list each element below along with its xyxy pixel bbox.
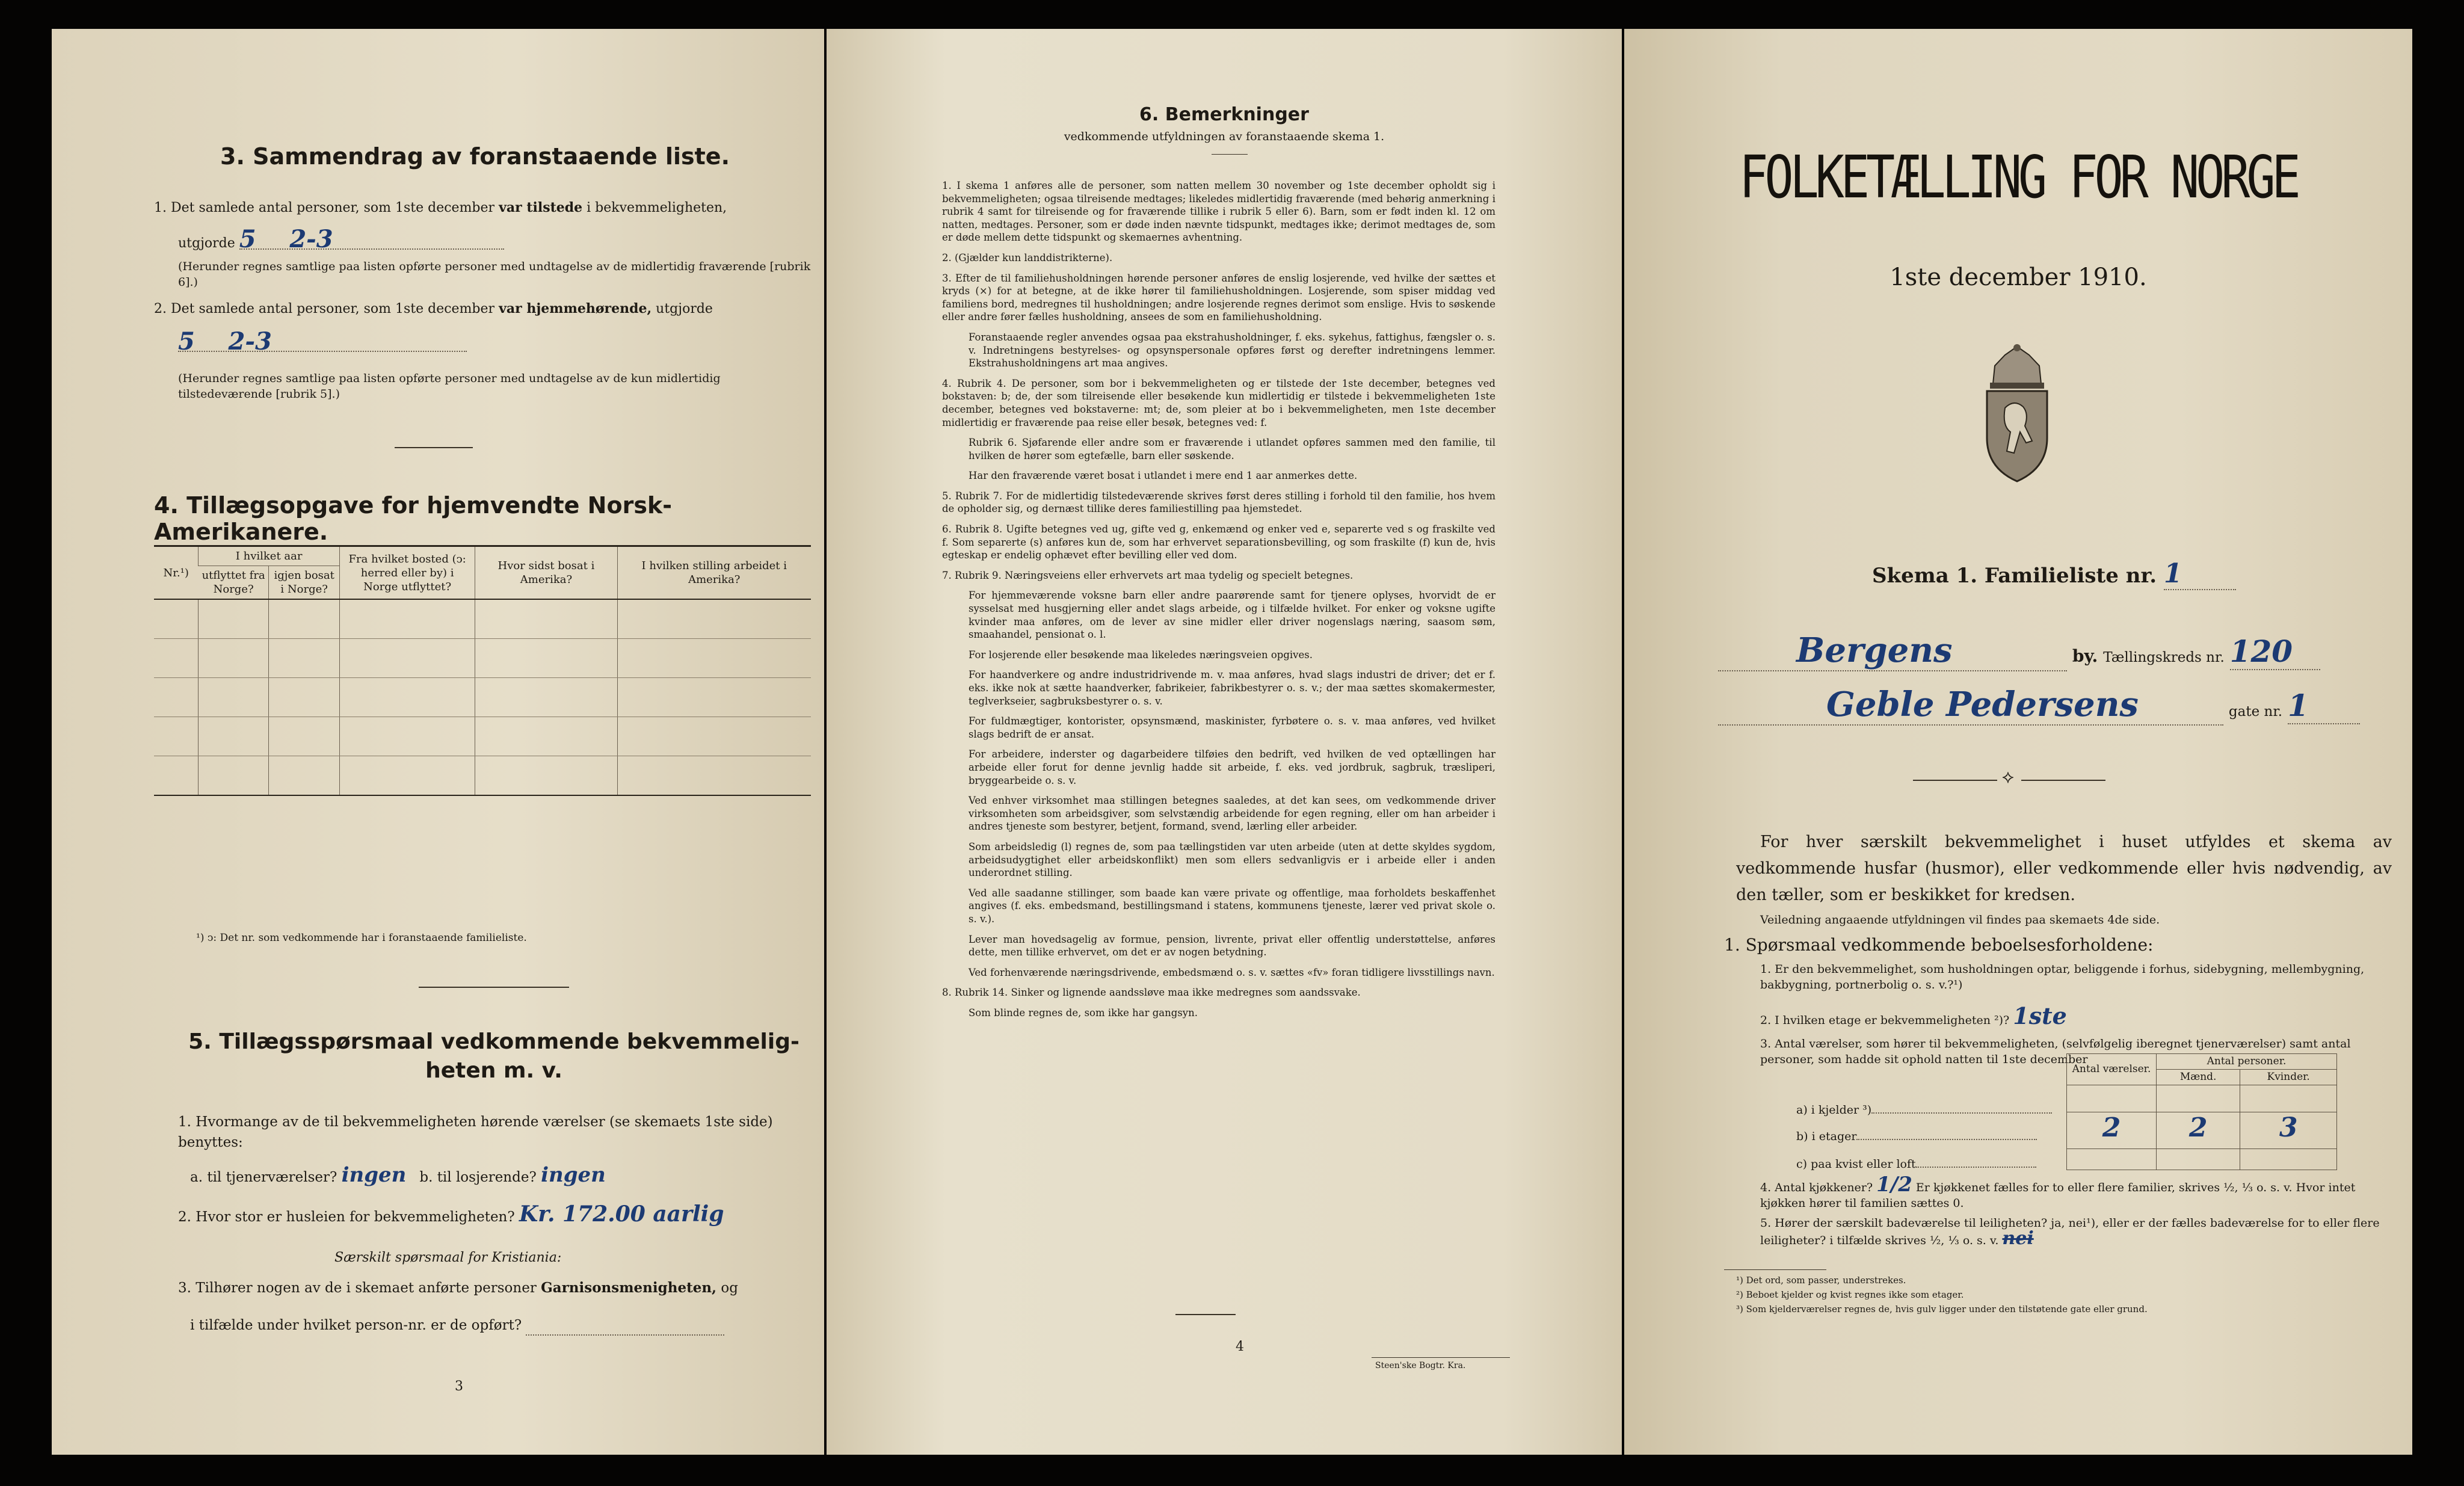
divider [2021,780,2105,781]
col-maend: Mænd. [2157,1070,2240,1085]
col-antal-personer: Antal personer. [2157,1054,2337,1070]
question-4: 4. Antal kjøkkener? 1/2 Er kjøkkenet fælles for to eller flere familier, skrives ½, ⅓ o. s. v. Hvor intet kjøkken hører til familien sættes 0. [1760,1173,2356,1210]
s3-q1-note: (Herunder regnes samtlige paa listen opførte personer med undtagelse av de midlertidig fraværende [rubrik 6].) [178,260,811,289]
bemerkning-item: Ved enhver virksomhet maa stillingen betegnes saaledes, at det kan sees, om vedkommende driver virksomheten som arbeidsgiver, som selvstændig arbeidende for egen regning, eller om han arbeider i andres tjeneste som bestyrer, betjent, formand, svend, lærling eller arbeider. [969,795,1495,833]
divider [395,447,473,448]
badevaerelse-handwriting: nei [2002,1228,2034,1249]
bemerkninger-title: 6. Bemerkninger [1139,104,1309,125]
section-5-title: 5. Tillægsspørsmaal vedkommende bekvemmelig- heten m. v. [188,1029,799,1083]
bemerkning-item: 8. Rubrik 14. Sinker og lignende aandssløve maa ikke medregnes som aandssvake. [942,987,1361,999]
bemerkning-item: Lever man hovedsagelig av formue, pension, livrente, privat eller offentlig understøttelse, anføres dette, men tillike erhvervet, om det er av nogen betydning. [969,933,1495,958]
vaerelser-handwriting: 2 [2102,1112,2121,1143]
col-fra-bosted: Fra hvilket bosted (ↄ: herred eller by) i Norge utflyttet? [339,546,475,600]
bemerkning-item: Ved forhenværende næringsdrivende, embedsmænd o. s. v. sættes «fv» foran tidligere livsstillings navn. [969,966,1495,978]
s3-question-1: 1. Det samlede antal personer, som 1ste december var tilstede i bekvemmeligheten, [154,200,727,215]
col-kvinder: Kvinder. [2240,1070,2337,1085]
kjokken-handwriting: 1/2 [1876,1173,1912,1197]
bemerkning-item: For hjemmeværende voksne barn eller andre paarørende samt for tjenere oplyses, hvorvidt de er sysselsat med husgjerning eller andet slags arbeide, og i tilfælde hvilket. For enker og voksne ugifte kvinder maa anføres, om de lever av sine midler eller driver nogenslags næring, saasom søm, smaahandel, pensionat o. l. [969,590,1495,641]
bemerkning-item: 4. Rubrik 4. De personer, som bor i bekvemmeligheten og er tilstede der 1ste december, betegnes ved bokstaven: b; de, der som tilreisende eller besøkende kun midlertidig er tilstede i bekvemmeligheten 1ste december, betegnes ved bokstaverne: mt; de, som pleier at bo i bekvemmeligheten, men 1ste december midlertidig er fraværende paa reise eller besøk, betegnes ved: f. [942,377,1495,428]
col-nr: Nr.¹) [154,546,199,600]
veiledning-text: Veiledning angaaende utfyldningen vil findes paa skemaets 4de side. [1760,913,2160,926]
s5-q2-handwriting: Kr. 172.00 aarlig [519,1201,724,1227]
table-row [2067,1085,2337,1112]
s5-question-3-cont: i tilfælde under hvilket person-nr. er de opført? [190,1316,732,1336]
row-kjelder-label: a) i kjelder ³) [1796,1102,2052,1118]
question-2: 2. I hvilken etage er bekvemmeligheten ²)? 1ste [1760,1002,2067,1029]
table-row [154,717,811,756]
bemerkning-item: 7. Rubrik 9. Næringsveiens eller erhvervets art maa tydelig og specielt betegnes. [942,569,1354,581]
s3-q2-answer-line [178,327,515,356]
divider [1175,1314,1236,1315]
section-3-title: 3. Sammendrag av foranstaaende liste. [220,143,730,170]
col-igjen: igjen bosat i Norge? [269,566,340,600]
gate-line: Geble Pedersens gate nr. 1 [1718,685,2380,726]
s5-kristiania-heading: Særskilt spørsmaal for Kristiania: [334,1250,562,1265]
page-4 [827,29,1622,1455]
row-kvist-label: c) paa kvist eller loft [1796,1156,2036,1172]
bemerkning-item: 6. Rubrik 8. Ugifte betegnes ved ug, gifte ved g, enkemænd og enker ved e, separerte ved s og fraskilte ved f. Som separerte (s) anføres kun de, som har erhvervet separationsbevilling, og som fraskilte (f) kun de, hvis egteskap er endelig ophævet efter bevilling eller ved dom. [942,523,1495,561]
bemerkning-item: For fuldmægtiger, kontorister, opsynsmænd, maskinister, fyrbøtere o. s. v. maa anføres, ved hvilket slags bedrift de er ansat. [969,715,1495,740]
bemerkning-item: 5. Rubrik 7. For de midlertidig tilstedeværende skrives først deres stilling i forhold til den familie, hos hvem de opholder sig, og dernæst tillike deres familiestilling paa hjemstedet. [942,490,1495,515]
table-row [2067,1149,2337,1170]
printer-imprint: Steen'ske Bogtr. Kra. [1375,1361,1466,1370]
form-title: FOLKETÆLLING FOR NORGE [1739,143,2297,212]
bemerkning-item: For arbeidere, inderster og dagarbeidere tilføies den bedrift, ved hvilken de ved optællingen har arbeide eller forut for denne jevnlig hadde sit arbeide, f. eks. ved jordbruk, sagbruk, træsliperi, bryggearbeide o. s. v. [969,748,1495,786]
divider [1212,154,1248,155]
page-3 [52,29,824,1455]
question-1: 1. Er den bekvemmelighet, som husholdningen optar, beliggende i forhus, sidebygning, mellembygning, bakbygning, portnerbolig o. s. v.?¹) [1760,963,2365,991]
bemerkninger-list [942,179,1495,1026]
form-date: 1ste december 1910. [1890,264,2147,291]
table-row [154,639,811,678]
row-etager-label: b) i etager [1796,1129,2037,1144]
ornament-icon: ⟡ [2002,766,2014,788]
s5-question-2: 2. Hvor stor er husleien for bekvemmeligheten? Kr. 172.00 aarlig [178,1201,724,1227]
section-4-title: 4. Tillægsopgave for hjemvendte Norsk-Amerikanere. [154,492,672,545]
question-3: 3. Antal værelser, som hører til bekvemmeligheten, (selvfølgelig iberegnet tjenerværelser) samt antal personer, som hadde sit ophold natten til 1ste december [1760,1037,2351,1066]
s4-footnote: ¹) ↄ: Det nr. som vedkommende har i foranstaaende familieliste. [196,932,527,944]
questions-heading: 1. Spørsmaal vedkommende beboelsesforholdene: [1724,935,2154,955]
bemerkning-item: Har den fraværende været bosat i utlandet i mere end 1 aar anmerkes dette. [969,470,1358,482]
divider [1372,1357,1510,1358]
s3-q1-answer-line: utgjorde 5 2-3 [178,230,515,253]
table-row [154,678,811,717]
s3-q2-note: (Herunder regnes samtlige paa listen opførte personer med undtagelse av de kun midlertidig tilstedeværende [rubrik 5].) [178,372,721,401]
col-utflyttet: utflyttet fra Norge? [199,566,269,600]
s5-q1b-handwriting: ingen [541,1163,606,1187]
s5-q1-answers: a. til tjenerværelser? ingen b. til losjerende? ingen [190,1163,606,1187]
col-stilling: I hvilken stilling arbeidet i Amerika? [617,546,811,600]
s3-question-2: 2. Det samlede antal personer, som 1ste december var hjemmehørende, utgjorde [154,301,713,316]
bemerkning-item: For haandverkere og andre industridrivende m. v. maa anføres, hvad slags industri de driver; det er f. eks. ikke nok at sætte haandverker, fabrikeier, fabrikbestyrer o. s. v.; der maa sættes skomakermester, teglverkseier, sagbruksbestyrer o. s. v. [969,669,1495,707]
gate-nr-handwriting: 1 [2288,688,2360,724]
bemerkning-item: 2. (Gjælder kun landdistrikterne). [942,251,1113,264]
bemerkning-item: 3. Efter de til familiehusholdningen hørende personer anføres de enslig losjerende, ved hvilke der sættes et kryds (×) for at betegne, at de ikke hører til familiehusholdningen. Losjerende, som spiser middag ved familiens bord, medregnes til husholdningen; andre losjerende regnes derimot som enslige. Hvis to søskende eller andre fører fælles husholdning, ansees de som en familiehusholdning. [942,272,1495,323]
maend-handwriting: 2 [2188,1112,2208,1143]
col-antal-vaerelser: Antal værelser. [2067,1054,2157,1085]
skema-line: Skema 1. Familieliste nr. 1 [1872,558,2236,590]
page-number: 3 [455,1379,463,1394]
bemerkning-item: For losjerende eller besøkende maa likeledes næringsveien opgives. [969,649,1313,661]
bemerkning-item: 1. I skema 1 anføres alle de personer, som natten mellem 30 november og 1ste december opholdt sig i bekvemmeligheten; ogsaa tilreisende medtages; likeledes midlertidig fraværende (med behørig anmerkning i rubrik 4 samt for tilreisende og for fraværende tillike i rubrik 5 eller 6). Barn, som er født inden kl. 12 om natten, medtages. Personer, som er døde inden nævnte tidspunkt, medtages ikke; derimot medtages de, som er døde mellem dette tidspunkt og skemaernes avhentning. [942,180,1495,244]
table-row [154,756,811,796]
s3-q2-handwriting: 5 2-3 [178,333,467,352]
s5-question-3: 3. Tilhører nogen av de i skemaet anførte personer Garnisonsmenigheten, og [178,1280,738,1296]
norsk-amerikanere-table [154,545,811,796]
question-5: 5. Hører der særskilt badeværelse til leiligheten? ja, nei¹), eller er der fælles badeværelse for to eller flere leiligheter? i tilfælde skrives ½, ⅓ o. s. v. nei [1760,1216,2380,1249]
divider [1724,1269,1826,1270]
s5-question-1: 1. Hvormange av de til bekvemmeligheten hørende værelser (se skemaets 1ste side) benyttes: [178,1114,773,1150]
etage-handwriting: 1ste [2013,1002,2067,1029]
by-handwriting: Bergens [1718,630,2067,671]
bemerkninger-subtitle: vedkommende utfyldningen av foranstaaende skema 1. [1064,130,1385,143]
bemerkning-item: Foranstaaende regler anvendes ogsaa paa ekstrahusholdninger, f. eks. sykehus, fattighus, fængsler o. s. v. Indretningens bestyrelses- og opsynspersonale opføres først og derefter indretningens lemmer. Ekstrahusholdningens art maa angives. [969,331,1495,369]
col-hvor-bosat: Hvor sidst bosat i Amerika? [475,546,617,600]
page-1 [1624,29,2412,1455]
familieliste-nr-handwriting: 1 [2164,558,2236,590]
s3-q1-handwriting: 5 2-3 [239,230,504,250]
rooms-persons-table [2066,1053,2337,1170]
col-group-year: I hvilket aar [199,546,340,566]
kvinder-handwriting: 3 [2279,1112,2298,1143]
intro-text: For hver særskilt bekvemmelighet i huset utfyldes et skema av vedkommende husfar (husmor), eller vedkommende eller hvis nødvendig, av den tæller, som er beskikket for kredsen. [1736,833,2392,904]
by-line: Bergens by. Tællingskreds nr. 120 [1718,630,2380,671]
divider [419,987,569,988]
kreds-nr-handwriting: 120 [2230,634,2320,670]
divider [1913,780,1997,781]
bemerkning-item: Som blinde regnes de, som ikke har gangsyn. [969,1007,1198,1019]
bemerkning-item: Ved alle saadanne stillinger, som baade kan være private og offentlige, maa forholdets beskaffenhet angives (f. eks. embedsmand, bestillingsmand i statens, kommunens tjeneste, lærer ved privat skole o. s. v.). [969,887,1495,925]
coat-of-arms-icon [1972,342,2062,489]
gate-handwriting: Geble Pedersens [1718,685,2223,726]
bemerkning-item: Som arbeidsledig (l) regnes de, som paa tællingstiden var uten arbeide (uten at dette skyldes sygdom, arbeidsudygtighet eller arbeidskonflikt) men som ellers sedvanligvis er i arbeide eller i anden underordnet stilling. [969,840,1495,879]
footnotes: ¹) Det ord, som passer, understrekes. ²) Beboet kjelder og kvist regnes ikke som etager. ³) Som kjelderværelser regnes de, hvis gulv ligger under den tilstøtende gate eller grund. [1736,1275,2148,1315]
page-number: 4 [1236,1339,1244,1354]
table-row [154,599,811,639]
bemerkning-item: Rubrik 6. Sjøfarende eller andre som er fraværende i utlandet opføres sammen med den familie, til hvilken de hører som egtefælle, barn eller søskende. [969,437,1495,461]
table-row [2067,1112,2337,1149]
s5-q1a-handwriting: ingen [341,1163,407,1187]
